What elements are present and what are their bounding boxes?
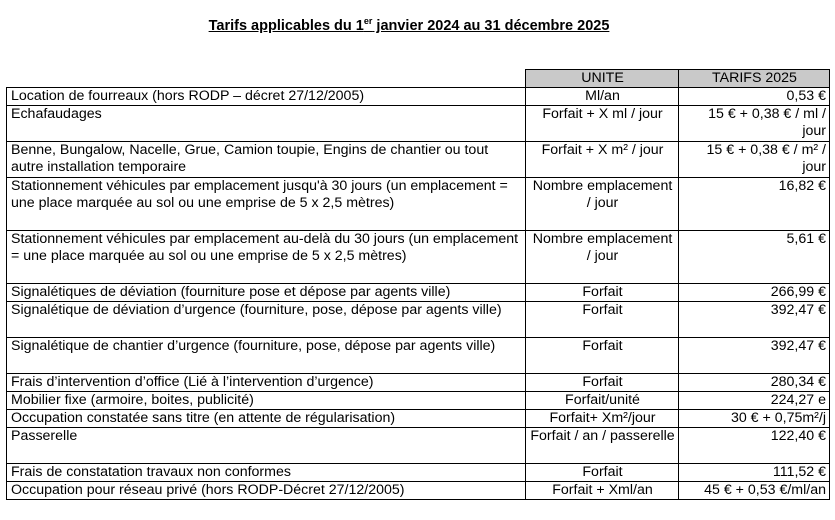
row-label: Stationnement véhicules par emplacement au-delà du 30 jours (un emplacement = une place marquée au sol ou une emprise de 5 x 2,5 mètres)	[7, 231, 526, 284]
row-unite: Forfait	[526, 374, 679, 392]
table-row	[7, 231, 830, 284]
row-unite: Forfait / an / passerelle	[526, 428, 679, 464]
row-label: Occupation pour réseau privé (hors RODP-Décret 27/12/2005)	[7, 482, 526, 500]
header-tarifs: TARIFS 2025	[679, 70, 830, 88]
row-unite: Forfait+ Xm²/jour	[526, 410, 679, 428]
row-label: Benne, Bungalow, Nacelle, Grue, Camion toupie, Engins de chantier ou tout autre installation temporaire	[7, 142, 526, 178]
row-tarif: 111,52 €	[679, 464, 830, 482]
row-unite: Forfait + Xml/an	[526, 482, 679, 500]
table-row	[7, 410, 830, 428]
header-row	[7, 70, 830, 88]
row-unite: Forfait + X m² / jour	[526, 142, 679, 178]
title-text: Tarifs applicables du 1	[208, 18, 364, 34]
row-label: Signalétique de chantier d’urgence (fourniture, pose, dépose par agents ville)	[7, 338, 526, 374]
row-tarif: 224,27 e	[679, 392, 830, 410]
table-row	[7, 374, 830, 392]
row-label: Echafaudages	[7, 106, 526, 142]
table-row	[7, 464, 830, 482]
row-label: Frais de constatation travaux non conformes	[7, 464, 526, 482]
title-text-end: janvier 2024 au 31 décembre 2025	[372, 18, 610, 34]
table-row	[7, 392, 830, 410]
row-label: Occupation constatée sans titre (en attente de régularisation)	[7, 410, 526, 428]
row-label: Signalétiques de déviation (fourniture pose et dépose par agents ville)	[7, 284, 526, 302]
header-empty-cell	[7, 70, 526, 88]
row-tarif: 15 € + 0,38 € / m² / jour	[679, 142, 830, 178]
row-tarif: 266,99 €	[679, 284, 830, 302]
row-label: Signalétique de déviation d’urgence (fourniture, pose, dépose par agents ville)	[7, 302, 526, 338]
header-unite: UNITE	[526, 70, 679, 88]
row-tarif: 45 € + 0,53 €/ml/an	[679, 482, 830, 500]
table-row	[7, 284, 830, 302]
row-tarif: 30 € + 0,75m²/j	[679, 410, 830, 428]
row-unite: Forfait	[526, 338, 679, 374]
row-label: Stationnement véhicules par emplacement jusqu'à 30 jours (un emplacement = une place marquée au sol ou une emprise de 5 x 2,5 mètres)	[7, 178, 526, 231]
tarifs-table	[6, 69, 830, 500]
row-unite: Ml/an	[526, 88, 679, 106]
row-unite: Forfait	[526, 302, 679, 338]
row-label: Passerelle	[7, 428, 526, 464]
row-label: Location de fourreaux (hors RODP – décret 27/12/2005)	[7, 88, 526, 106]
row-tarif: 16,82 €	[679, 178, 830, 231]
row-unite: Forfait	[526, 464, 679, 482]
row-label: Mobilier fixe (armoire, boites, publicité)	[7, 392, 526, 410]
row-tarif: 392,47 €	[679, 338, 830, 374]
table-row	[7, 302, 830, 338]
row-unite: Forfait + X ml / jour	[526, 106, 679, 142]
row-unite: Forfait	[526, 284, 679, 302]
table-row	[7, 428, 830, 464]
row-tarif: 392,47 €	[679, 302, 830, 338]
row-unite: Forfait/unité	[526, 392, 679, 410]
row-tarif: 122,40 €	[679, 428, 830, 464]
table-row	[7, 338, 830, 374]
row-tarif: 5,61 €	[679, 231, 830, 284]
row-tarif: 0,53 €	[679, 88, 830, 106]
row-tarif: 280,34 €	[679, 374, 830, 392]
row-unite: Nombre emplacement / jour	[526, 231, 679, 284]
table-row	[7, 88, 830, 106]
table-row	[7, 482, 830, 500]
table-row	[7, 178, 830, 231]
title-superscript: er	[363, 16, 373, 26]
document-title	[0, 18, 818, 34]
row-label: Frais d’intervention d’office (Lié à l’intervention d’urgence)	[7, 374, 526, 392]
table-row	[7, 142, 830, 178]
row-tarif: 15 € + 0,38 € / ml / jour	[679, 106, 830, 142]
table-row	[7, 106, 830, 142]
row-unite: Nombre emplacement / jour	[526, 178, 679, 231]
